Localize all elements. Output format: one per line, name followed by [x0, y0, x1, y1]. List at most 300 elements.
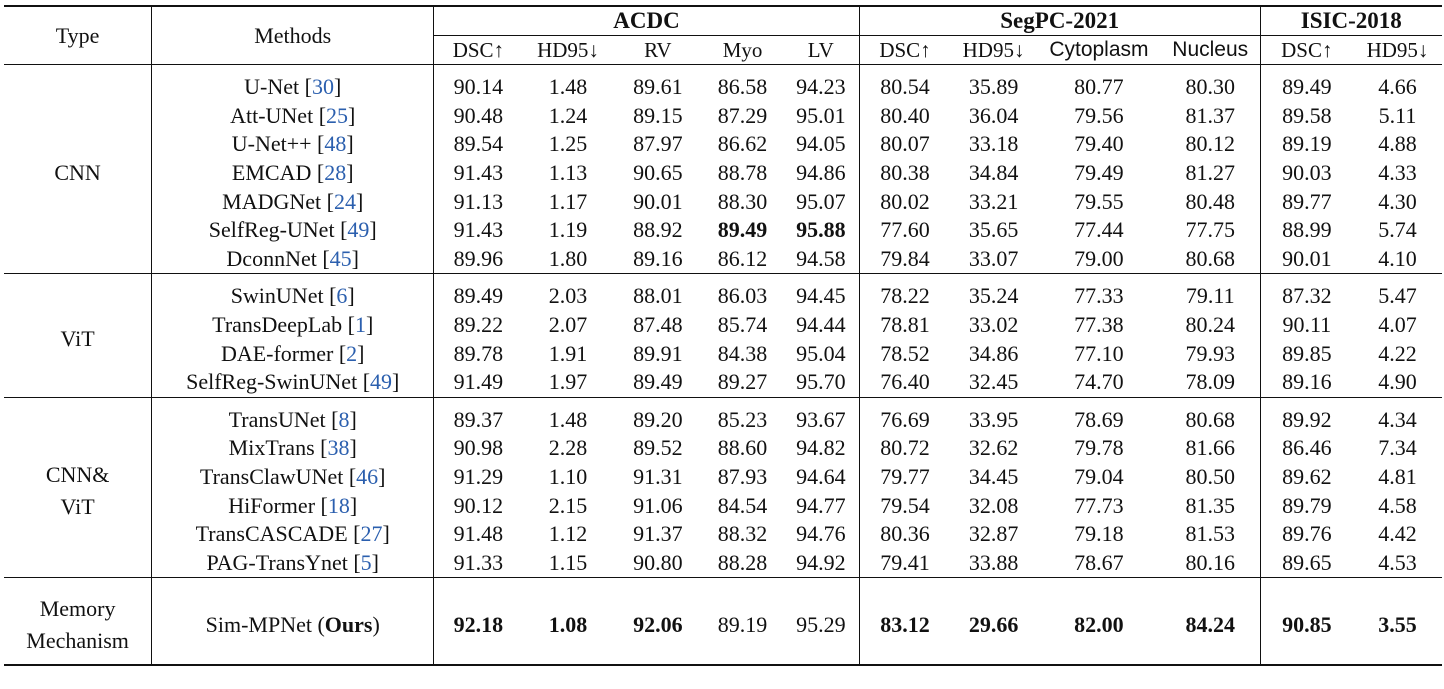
- method-label: DconnNet: [226, 245, 317, 271]
- results-table: [4, 5, 1442, 666]
- value-cell: 89.49: [453, 283, 504, 309]
- value-cell: 90.11: [1282, 312, 1332, 338]
- value-cell: 29.66: [950, 586, 1037, 665]
- citation-link[interactable]: 1: [354, 312, 366, 338]
- value-cell: 91.48: [453, 521, 504, 547]
- value-cell: 80.36: [880, 521, 930, 547]
- value-cell: 80.68: [1161, 245, 1260, 274]
- value-cell: 4.42: [1378, 521, 1417, 547]
- value-cell: 91.06: [633, 492, 683, 518]
- method-name: TransDeepLab [1]: [152, 311, 434, 340]
- method-label: TransUNet: [228, 406, 326, 432]
- value-cell: 2.15: [548, 492, 588, 518]
- value-cell: 78.81: [880, 312, 930, 338]
- value-cell: 94.05: [783, 130, 859, 159]
- value-cell: 1.48: [548, 74, 588, 100]
- value-cell: 2.03: [548, 283, 588, 309]
- method-label: TransCASCADE: [195, 521, 348, 547]
- value-cell: 77.75: [1161, 216, 1260, 245]
- value-cell: 79.18: [1074, 521, 1124, 547]
- value-cell: 94.58: [783, 245, 859, 274]
- value-cell: 94.77: [783, 491, 859, 520]
- value-cell: 89.77: [1282, 188, 1332, 214]
- value-cell: 4.22: [1378, 340, 1417, 366]
- citation-link[interactable]: 2: [346, 340, 358, 366]
- value-cell: 4.10: [1378, 245, 1417, 271]
- subheader-cell: LV: [783, 36, 859, 65]
- value-cell: 94.64: [783, 463, 859, 492]
- value-cell: 33.21: [968, 188, 1019, 214]
- table-row: [4, 368, 1442, 397]
- value-cell: 79.93: [1161, 339, 1260, 368]
- value-cell: 35.65: [968, 217, 1019, 243]
- table-row: [4, 282, 1442, 311]
- value-cell: 79.41: [880, 549, 930, 575]
- method-label: MADGNet: [222, 188, 322, 214]
- value-cell: 89.79: [1282, 492, 1332, 518]
- value-cell: 4.33: [1378, 160, 1417, 186]
- type-label: Memory: [39, 596, 116, 622]
- value-cell: 79.78: [1074, 435, 1124, 461]
- subheader-cell: HD95↓: [1366, 38, 1429, 62]
- value-cell: 80.50: [1161, 463, 1260, 492]
- value-cell: 88.30: [717, 188, 768, 214]
- value-cell: 36.04: [968, 102, 1019, 128]
- subheader-cell: HD95↓: [537, 38, 599, 62]
- value-cell: 83.12: [859, 586, 950, 665]
- value-cell: 76.40: [880, 369, 930, 395]
- citation-link[interactable]: 30: [311, 74, 334, 100]
- value-cell: 94.92: [783, 549, 859, 578]
- value-cell: 7.34: [1378, 435, 1417, 461]
- value-cell: 80.07: [880, 131, 930, 157]
- value-cell: 4.07: [1378, 312, 1417, 338]
- method-name: TransUNet [8]: [152, 406, 434, 435]
- value-cell: 80.02: [880, 188, 930, 214]
- value-cell: 4.30: [1378, 188, 1417, 214]
- value-cell: 85.74: [717, 312, 768, 338]
- value-cell: 84.38: [717, 340, 768, 366]
- value-cell: 80.77: [1074, 74, 1124, 100]
- value-cell: 86.46: [1282, 435, 1332, 461]
- type-label: CNN&: [45, 462, 110, 488]
- method-label: SelfReg-SwinUNet: [186, 369, 358, 395]
- value-cell: 79.55: [1074, 188, 1124, 214]
- method-name: U-Net [30]: [152, 73, 434, 102]
- value-cell: 94.82: [783, 434, 859, 463]
- table-row: [4, 491, 1442, 520]
- spacer-row: [4, 65, 1442, 74]
- value-cell: 77.44: [1074, 217, 1124, 243]
- value-cell: 95.01: [783, 102, 859, 131]
- method-name: TransCASCADE [27]: [152, 520, 434, 549]
- value-cell: 86.03: [717, 283, 768, 309]
- value-cell: 4.34: [1378, 406, 1417, 432]
- table-row: [4, 463, 1442, 492]
- value-cell: 91.37: [633, 521, 683, 547]
- value-cell: 87.32: [1282, 283, 1332, 309]
- value-cell: 1.12: [548, 521, 588, 547]
- method-name: SelfReg-SwinUNet [49]: [152, 368, 434, 397]
- value-cell: 80.72: [880, 435, 930, 461]
- value-cell: 89.62: [1282, 464, 1332, 490]
- value-cell: 94.86: [783, 159, 859, 188]
- value-cell: 1.17: [548, 188, 588, 214]
- value-cell: 89.49: [633, 369, 683, 395]
- value-cell: 79.54: [880, 492, 930, 518]
- value-cell: 1.25: [548, 131, 588, 157]
- type-header: Type: [4, 6, 152, 65]
- value-cell: 85.23: [717, 406, 768, 432]
- value-cell: 79.11: [1161, 282, 1260, 311]
- value-cell: 88.01: [633, 283, 683, 309]
- value-cell: 32.62: [968, 435, 1019, 461]
- value-cell: 90.85: [1260, 586, 1353, 665]
- value-cell: 1.24: [548, 102, 588, 128]
- value-cell: 91.33: [453, 549, 504, 575]
- value-cell: 32.87: [968, 521, 1019, 547]
- subheader-cell: RV: [644, 38, 672, 62]
- value-cell: 89.15: [633, 102, 683, 128]
- value-cell: 82.00: [1037, 586, 1161, 665]
- method-label: U-Net: [244, 74, 300, 100]
- value-cell: 88.32: [717, 521, 768, 547]
- value-cell: 81.66: [1161, 434, 1260, 463]
- value-cell: 35.89: [968, 74, 1019, 100]
- method-name: EMCAD [28]: [152, 159, 434, 188]
- value-cell: 95.04: [783, 339, 859, 368]
- type-label: CNN: [54, 160, 101, 186]
- value-cell: 79.49: [1074, 160, 1124, 186]
- value-cell: 80.12: [1161, 130, 1260, 159]
- table-row: [4, 311, 1442, 340]
- value-cell: 4.90: [1378, 369, 1417, 395]
- method-label: TransDeepLab: [212, 312, 343, 338]
- methods-header: Methods: [152, 6, 434, 65]
- spacer-row: [4, 274, 1442, 283]
- method-name: Att-UNet [25]: [152, 102, 434, 131]
- citation-link[interactable]: 45: [329, 245, 352, 271]
- ours-row: [4, 586, 1442, 665]
- value-cell: 89.96: [453, 245, 504, 271]
- subheader-cell: Myo: [722, 38, 763, 62]
- header-row: [4, 6, 1442, 36]
- type-cell: [4, 73, 152, 274]
- value-cell: 91.49: [453, 369, 504, 395]
- value-cell: 2.07: [548, 312, 588, 338]
- value-cell: 34.84: [968, 160, 1019, 186]
- value-cell: 4.66: [1378, 74, 1417, 100]
- method-label: HiFormer: [228, 492, 316, 518]
- value-cell: 78.69: [1074, 406, 1124, 432]
- value-cell: 33.18: [968, 131, 1019, 157]
- value-cell: 80.24: [1161, 311, 1260, 340]
- value-cell: 33.95: [968, 406, 1019, 432]
- value-cell: 86.12: [717, 245, 768, 271]
- value-cell: 95.29: [783, 586, 859, 665]
- subheader-cell: HD95↓: [962, 38, 1025, 62]
- value-cell: 79.56: [1074, 102, 1124, 128]
- value-cell: 80.38: [880, 160, 930, 186]
- citation-link[interactable]: 49: [347, 217, 370, 243]
- method-label: SelfReg-UNet: [208, 217, 335, 243]
- value-cell: 90.01: [633, 188, 683, 214]
- citation-link[interactable]: 49: [370, 369, 393, 395]
- value-cell: 88.99: [1282, 217, 1332, 243]
- value-cell: 90.98: [453, 435, 504, 461]
- value-cell: 89.76: [1282, 521, 1332, 547]
- value-cell: 90.48: [453, 102, 504, 128]
- value-cell: 89.22: [453, 312, 504, 338]
- type-label: ViT: [60, 494, 95, 520]
- value-cell: 89.16: [633, 245, 683, 271]
- citation-link[interactable]: 38: [327, 435, 350, 461]
- value-cell: 89.65: [1282, 549, 1332, 575]
- value-cell: 34.45: [968, 464, 1019, 490]
- value-cell: 77.60: [880, 217, 930, 243]
- table-row: [4, 102, 1442, 131]
- value-cell: 81.27: [1161, 159, 1260, 188]
- group-isic: ISIC-2018: [1260, 6, 1442, 36]
- value-cell: 90.65: [633, 160, 683, 186]
- spacer-row: [4, 397, 1442, 406]
- value-cell: 3.55: [1353, 586, 1442, 665]
- method-label: Sim-MPNet: [205, 612, 312, 638]
- group-segpc: SegPC-2021: [859, 6, 1260, 36]
- value-cell: 81.35: [1161, 491, 1260, 520]
- value-cell: 1.19: [548, 217, 588, 243]
- value-cell: 91.29: [453, 464, 504, 490]
- value-cell: 94.23: [783, 73, 859, 102]
- method-label: Att-UNet: [230, 102, 314, 128]
- type-cell: [4, 586, 152, 665]
- method-label: MixTrans: [228, 435, 315, 461]
- value-cell: 77.10: [1074, 340, 1124, 366]
- value-cell: 1.91: [548, 340, 588, 366]
- value-cell: 90.12: [453, 492, 504, 518]
- value-cell: 89.49: [1282, 74, 1332, 100]
- value-cell: 5.47: [1378, 283, 1417, 309]
- value-cell: 89.19: [1282, 131, 1332, 157]
- table-row: [4, 339, 1442, 368]
- type-cell: [4, 406, 152, 578]
- method-name: U-Net++ [48]: [152, 130, 434, 159]
- value-cell: 1.97: [548, 369, 588, 395]
- citation-link[interactable]: 6: [336, 283, 348, 309]
- value-cell: 88.78: [717, 160, 768, 186]
- value-cell: 94.76: [783, 520, 859, 549]
- table-row: [4, 549, 1442, 578]
- value-cell: 87.29: [717, 102, 768, 128]
- value-cell: 90.01: [1282, 245, 1332, 271]
- value-cell: 4.58: [1378, 492, 1417, 518]
- citation-link[interactable]: 48: [324, 131, 347, 157]
- value-cell: 35.24: [968, 283, 1019, 309]
- value-cell: 74.70: [1074, 369, 1124, 395]
- method-name: HiFormer [18]: [152, 491, 434, 520]
- value-cell: 89.91: [633, 340, 683, 366]
- type-label: ViT: [60, 326, 95, 352]
- citation-link[interactable]: 5: [360, 549, 372, 575]
- value-cell: 90.80: [633, 549, 683, 575]
- method-label: DAE-former: [220, 340, 334, 366]
- spacer-row: [4, 578, 1442, 587]
- value-cell: 91.43: [453, 160, 504, 186]
- table-row: [4, 520, 1442, 549]
- method-label: TransClawUNet: [199, 464, 344, 490]
- value-cell: 89.20: [633, 406, 683, 432]
- value-cell: 80.40: [880, 102, 930, 128]
- value-cell: 89.19: [702, 586, 783, 665]
- value-cell: 4.53: [1378, 549, 1417, 575]
- value-cell: 89.92: [1282, 406, 1332, 432]
- table-row: [4, 216, 1442, 245]
- citation-link[interactable]: 46: [356, 464, 379, 490]
- value-cell: 88.60: [717, 435, 768, 461]
- table-row: [4, 187, 1442, 216]
- value-cell: 95.70: [783, 368, 859, 397]
- value-cell: 32.08: [968, 492, 1019, 518]
- value-cell: 81.37: [1161, 102, 1260, 131]
- table-row: [4, 245, 1442, 274]
- value-cell: 89.85: [1282, 340, 1332, 366]
- value-cell: 5.74: [1378, 217, 1417, 243]
- method-name: DconnNet [45]: [152, 245, 434, 274]
- value-cell: 87.48: [633, 312, 683, 338]
- value-cell: 86.58: [717, 74, 768, 100]
- value-cell: 92.06: [613, 586, 702, 665]
- value-cell: 89.78: [453, 340, 504, 366]
- citation-link[interactable]: 8: [338, 406, 350, 432]
- value-cell: 80.16: [1161, 549, 1260, 578]
- value-cell: 78.67: [1074, 549, 1124, 575]
- value-cell: 90.14: [453, 74, 504, 100]
- value-cell: 89.49: [717, 217, 768, 243]
- value-cell: 89.58: [1282, 102, 1332, 128]
- value-cell: 78.22: [880, 283, 930, 309]
- value-cell: 91.13: [453, 188, 504, 214]
- method-name: DAE-former [2]: [152, 339, 434, 368]
- value-cell: 32.45: [968, 369, 1019, 395]
- value-cell: 80.54: [880, 74, 930, 100]
- value-cell: 78.52: [880, 340, 930, 366]
- citation-link[interactable]: 27: [360, 521, 383, 547]
- citation-link[interactable]: 18: [327, 492, 350, 518]
- value-cell: 1.08: [523, 586, 614, 665]
- value-cell: 77.73: [1074, 492, 1124, 518]
- type-cell: [4, 282, 152, 397]
- citation-link[interactable]: 25: [326, 102, 349, 128]
- value-cell: 80.30: [1161, 73, 1260, 102]
- value-cell: 87.97: [633, 131, 683, 157]
- value-cell: 1.48: [548, 406, 588, 432]
- value-cell: 1.15: [548, 549, 588, 575]
- value-cell: 5.11: [1378, 102, 1417, 128]
- table-row: [4, 73, 1442, 102]
- citation-link[interactable]: 24: [333, 188, 356, 214]
- method-name: TransClawUNet [46]: [152, 463, 434, 492]
- subheader-cell: Nucleus: [1161, 36, 1260, 65]
- value-cell: 1.10: [548, 464, 588, 490]
- method-name: MADGNet [24]: [152, 187, 434, 216]
- method-name: MixTrans [38]: [152, 434, 434, 463]
- value-cell: 79.84: [880, 245, 930, 271]
- method-label: PAG-TransYnet: [206, 549, 348, 575]
- method-label: EMCAD: [231, 160, 312, 186]
- value-cell: 89.27: [717, 369, 768, 395]
- table-row: [4, 130, 1442, 159]
- value-cell: 84.54: [717, 492, 768, 518]
- value-cell: 33.88: [968, 549, 1019, 575]
- value-cell: 34.86: [968, 340, 1019, 366]
- value-cell: 94.45: [783, 282, 859, 311]
- value-cell: 92.18: [434, 586, 523, 665]
- value-cell: 77.33: [1074, 283, 1124, 309]
- table-row: [4, 434, 1442, 463]
- value-cell: 89.61: [633, 74, 683, 100]
- method-label: U-Net++: [231, 131, 312, 157]
- value-cell: 79.00: [1074, 245, 1124, 271]
- value-cell: 33.07: [968, 245, 1019, 271]
- value-cell: 79.04: [1074, 464, 1124, 490]
- value-cell: 91.31: [633, 464, 683, 490]
- value-cell: 88.28: [717, 549, 768, 575]
- value-cell: 1.80: [548, 245, 588, 271]
- table-row: [4, 406, 1442, 435]
- group-acdc: ACDC: [434, 6, 860, 36]
- value-cell: 80.48: [1161, 187, 1260, 216]
- value-cell: 33.02: [968, 312, 1019, 338]
- ours-tag: Ours: [324, 612, 373, 638]
- value-cell: 81.53: [1161, 520, 1260, 549]
- value-cell: 90.03: [1282, 160, 1332, 186]
- citation-link[interactable]: 28: [324, 160, 347, 186]
- value-cell: 94.44: [783, 311, 859, 340]
- value-cell: 91.43: [453, 217, 504, 243]
- value-cell: 89.52: [633, 435, 683, 461]
- value-cell: 84.24: [1161, 586, 1260, 665]
- method-name: SelfReg-UNet [49]: [152, 216, 434, 245]
- value-cell: 88.92: [633, 217, 683, 243]
- value-cell: 89.16: [1282, 369, 1332, 395]
- method-name: Sim-MPNet (Ours): [152, 586, 434, 665]
- value-cell: 77.38: [1074, 312, 1124, 338]
- value-cell: 87.93: [717, 464, 768, 490]
- value-cell: 1.13: [548, 160, 588, 186]
- value-cell: 78.09: [1161, 368, 1260, 397]
- value-cell: 4.88: [1378, 131, 1417, 157]
- subheader-cell: DSC↑: [1281, 38, 1333, 62]
- method-name: PAG-TransYnet [5]: [152, 549, 434, 578]
- value-cell: 80.68: [1161, 406, 1260, 435]
- value-cell: 89.37: [453, 406, 504, 432]
- table-row: [4, 159, 1442, 188]
- method-name: SwinUNet [6]: [152, 282, 434, 311]
- value-cell: 89.54: [453, 131, 504, 157]
- value-cell: 76.69: [880, 406, 930, 432]
- value-cell: 2.28: [548, 435, 588, 461]
- subheader-cell: DSC↑: [452, 38, 505, 62]
- value-cell: 95.07: [783, 187, 859, 216]
- value-cell: 95.88: [783, 216, 859, 245]
- value-cell: 79.77: [880, 464, 930, 490]
- method-label: SwinUNet: [230, 283, 324, 309]
- value-cell: 93.67: [783, 406, 859, 435]
- type-label: Mechanism: [26, 628, 129, 654]
- value-cell: 86.62: [717, 131, 768, 157]
- subheader-cell: DSC↑: [879, 38, 931, 62]
- value-cell: 79.40: [1074, 131, 1124, 157]
